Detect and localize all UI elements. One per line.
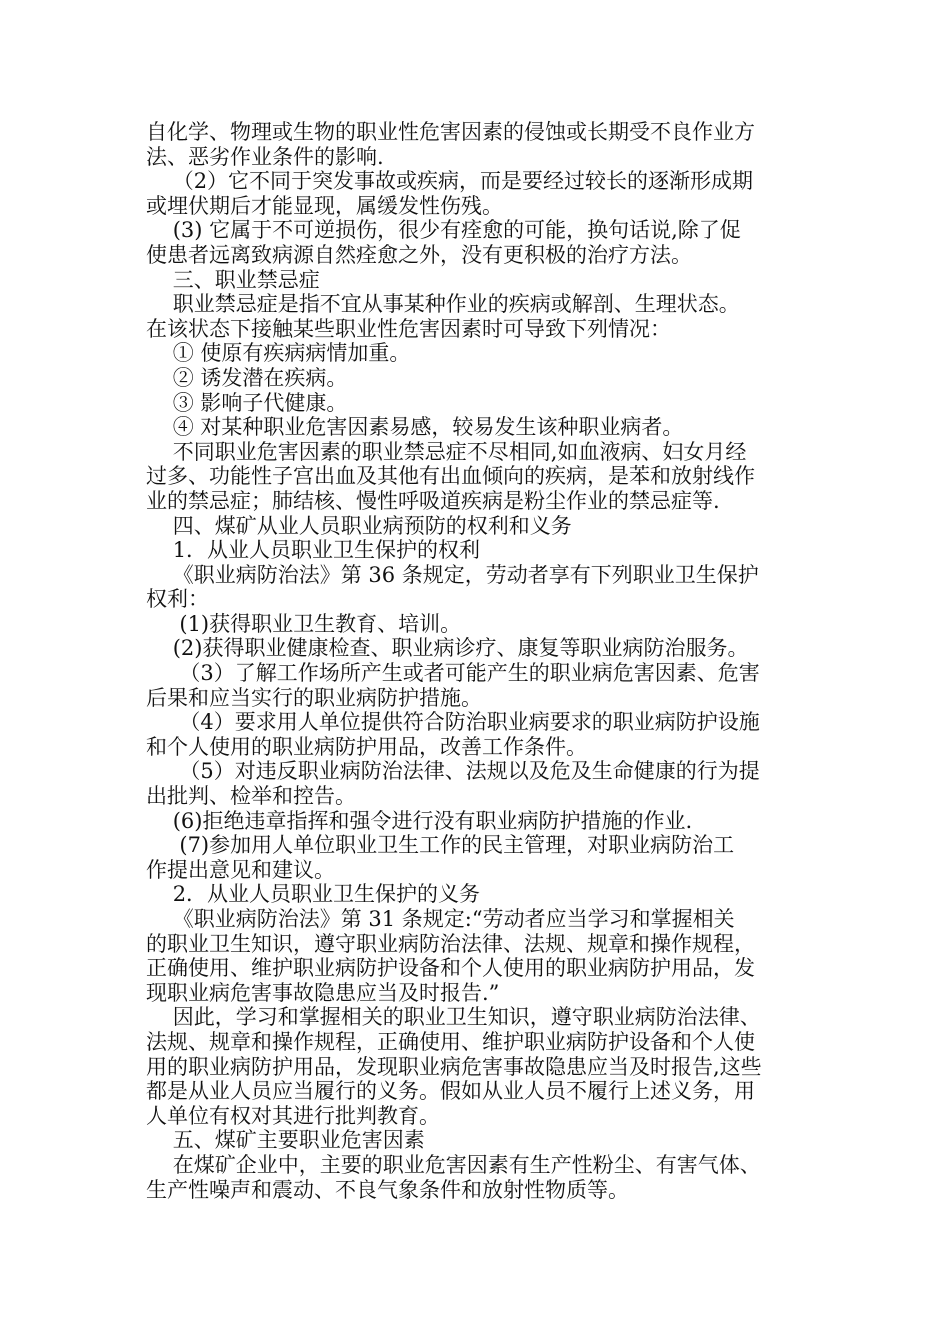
text-line: (1)获得职业卫生教育、培训。	[146, 611, 462, 636]
text-line: 因此，学习和掌握相关的职业卫生知识，遵守职业病防治法律、	[146, 1005, 761, 1030]
text-line: ① 使原有疾病病情加重。	[146, 341, 411, 366]
text-line: 在煤矿企业中，主要的职业危害因素有生产性粉尘、有害气体、	[146, 1152, 761, 1177]
text-line: 四、煤矿从业人员职业病预防的权利和义务	[146, 513, 572, 538]
text-line: 三、职业禁忌症	[146, 267, 320, 292]
text-line: 法规、规章和操作规程，正确使用、维护职业病防护设备和个人使	[146, 1029, 755, 1054]
body-text	[146, 120, 826, 1202]
text-line: 和个人使用的职业病防护用品，改善工作条件。	[146, 734, 587, 759]
text-line: 后果和应当实行的职业病防护措施。	[146, 685, 482, 710]
text-line: (6)拒绝违章指挥和强令进行没有职业病防护措施的作业.	[146, 808, 693, 833]
text-line: 出批判、检举和控告。	[146, 784, 356, 809]
text-line: 五、煤矿主要职业危害因素	[146, 1128, 425, 1153]
text-line: 生产性噪声和震动、不良气象条件和放射性物质等。	[146, 1177, 629, 1202]
text-line: （3）了解工作场所产生或者可能产生的职业病危害因素、危害	[146, 661, 760, 686]
text-line: 过多、功能性子宫出血及其他有出血倾向的疾病，是苯和放射线作	[146, 464, 755, 489]
text-line: ② 诱发潜在疾病。	[146, 365, 348, 390]
text-line: 1．从业人员职业卫生保护的权利	[146, 538, 481, 563]
text-line: 用的职业病防护用品，发现职业病危害事故隐患应当及时报告,这些	[146, 1054, 762, 1079]
text-line: 正确使用、维护职业病防护设备和个人使用的职业病防护用品，发	[146, 956, 755, 981]
text-line: （4）要求用人单位提供符合防治职业病要求的职业病防护设施	[146, 710, 760, 735]
text-line: 不同职业危害因素的职业禁忌症不尽相同,如血液病、妇女月经	[146, 439, 747, 464]
text-line: 职业禁忌症是指不宜从事某种作业的疾病或解剖、生理状态。	[146, 292, 740, 317]
text-line: 自化学、物理或生物的职业性危害因素的侵蚀或长期受不良作业方	[146, 120, 755, 144]
text-line: (7)参加用人单位职业卫生工作的民主管理，对职业病防治工	[146, 833, 735, 858]
text-line: 都是从业人员应当履行的义务。假如从业人员不履行上述义务，用	[146, 1079, 755, 1104]
text-line: (3) 它属于不可逆损伤，很少有痊愈的可能，换句话说,除了促	[146, 218, 741, 243]
text-line: （5）对违反职业病防治法律、法规以及危及生命健康的行为提	[146, 759, 760, 784]
text-line: 《职业病防治法》第 31 条规定:“劳动者应当学习和掌握相关	[146, 907, 735, 931]
text-line: 的职业卫生知识，遵守职业病防治法律、法规、规章和操作规程，	[146, 931, 755, 956]
text-line: 在该状态下接触某些职业性危害因素时可导致下列情况：	[146, 316, 671, 341]
text-line: 人单位有权对其进行批判教育。	[146, 1103, 440, 1128]
text-line: 《职业病防治法》第 36 条规定，劳动者享有下列职业卫生保护	[146, 562, 759, 587]
text-line: 使患者远离致病源自然痊愈之外，没有更积极的治疗方法。	[146, 242, 692, 267]
text-line: ③ 影响子代健康。	[146, 390, 348, 415]
text-line: （2）它不同于突发事故或疾病，而是要经过较长的逐渐形成期	[146, 169, 754, 194]
text-line: (2)获得职业健康检查、职业病诊疗、康复等职业病防治服务。	[146, 636, 749, 661]
text-line: 2．从业人员职业卫生保护的义务	[146, 882, 481, 907]
text-line: 作提出意见和建议。	[146, 857, 335, 882]
text-line: 业的禁忌症；肺结核、慢性呼吸道疾病是粉尘作业的禁忌症等.	[146, 488, 720, 513]
text-line: 现职业病危害事故隐患应当及时报告.”	[146, 980, 500, 1005]
text-line: 法、恶劣作业条件的影响.	[146, 144, 384, 169]
text-line: ④ 对某种职业危害因素易感，较易发生该种职业病者。	[146, 415, 684, 440]
text-line: 权利：	[146, 587, 209, 612]
text-line: 或埋伏期后才能显现，属缓发性伤残。	[146, 193, 503, 218]
